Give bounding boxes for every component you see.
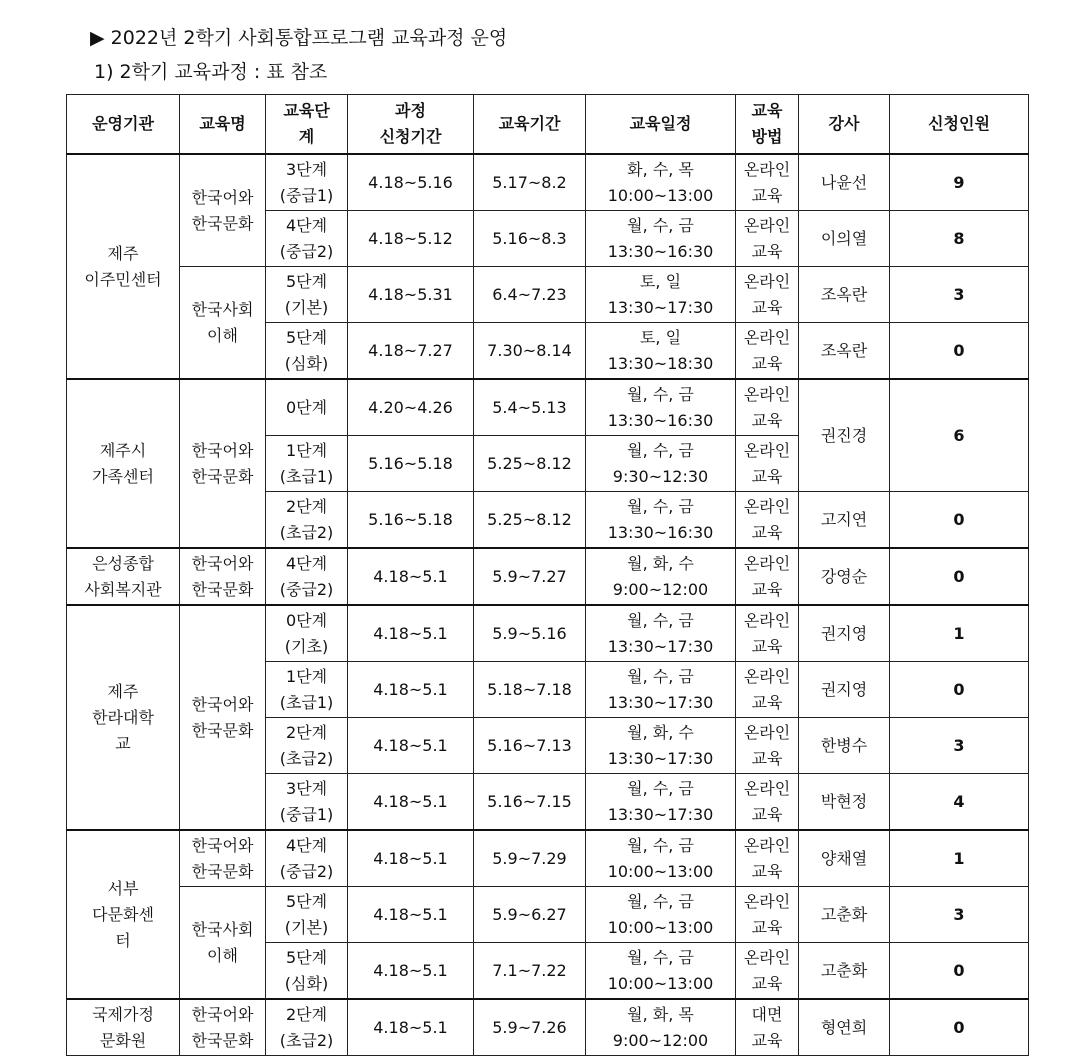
apply-cell: 4.18~5.1 bbox=[348, 718, 474, 774]
method-cell bbox=[736, 830, 799, 887]
course-table bbox=[66, 94, 1029, 1056]
table-row bbox=[67, 830, 1029, 887]
section-subheading: 1) 2학기 교육과정 : 표 참조 bbox=[94, 61, 328, 83]
method-line: 교육 bbox=[751, 466, 783, 486]
method-line: 온라인 bbox=[743, 327, 791, 347]
count-cell: 9 bbox=[890, 154, 1029, 211]
schedule-line: 10:00~13:00 bbox=[607, 861, 714, 881]
level-line: 4단계 bbox=[285, 835, 328, 855]
method-line: 교육 bbox=[751, 973, 783, 993]
teacher-cell: 이의열 bbox=[799, 211, 890, 267]
apply-cell: 4.18~5.16 bbox=[348, 154, 474, 211]
header-method-line2: 방법 bbox=[751, 127, 783, 146]
method-line: 교육 bbox=[751, 861, 783, 881]
method-line: 대면 bbox=[751, 1004, 783, 1024]
schedule-line: 13:30~16:30 bbox=[607, 522, 714, 542]
table-row bbox=[67, 379, 1029, 436]
schedule-line: 월, 수, 금 bbox=[627, 778, 694, 798]
schedule-line: 월, 화, 수 bbox=[627, 553, 694, 573]
method-line: 온라인 bbox=[743, 835, 791, 855]
period-cell: 5.16~7.13 bbox=[474, 718, 586, 774]
schedule-line: 월, 수, 금 bbox=[627, 947, 694, 967]
level-cell bbox=[266, 943, 348, 1000]
method-cell bbox=[736, 999, 799, 1056]
org-cell bbox=[67, 154, 180, 379]
schedule-line: 월, 수, 금 bbox=[627, 496, 694, 516]
level-cell bbox=[266, 718, 348, 774]
course-line: 한국문화 bbox=[191, 1030, 254, 1050]
period-cell: 5.9~7.26 bbox=[474, 999, 586, 1056]
schedule-line: 월, 수, 금 bbox=[627, 610, 694, 630]
method-line: 온라인 bbox=[743, 384, 791, 404]
teacher-cell: 한병수 bbox=[799, 718, 890, 774]
period-cell: 5.25~8.12 bbox=[474, 492, 586, 549]
org-line: 터 bbox=[115, 930, 131, 950]
method-line: 교육 bbox=[751, 804, 783, 824]
teacher-cell: 권진경 bbox=[799, 379, 890, 492]
level-line: (기초) bbox=[284, 636, 329, 656]
method-line: 교육 bbox=[751, 185, 783, 205]
course-line: 한국문화 bbox=[191, 861, 254, 881]
level-line: (중급1) bbox=[279, 804, 334, 824]
count-cell: 6 bbox=[890, 379, 1029, 492]
apply-cell: 4.18~5.1 bbox=[348, 999, 474, 1056]
method-line: 온라인 bbox=[743, 778, 791, 798]
schedule-cell bbox=[586, 605, 736, 662]
level-line: (심화) bbox=[284, 353, 329, 373]
count-cell: 3 bbox=[890, 887, 1029, 943]
period-cell: 5.18~7.18 bbox=[474, 662, 586, 718]
level-cell bbox=[266, 323, 348, 380]
method-cell bbox=[736, 154, 799, 211]
method-line: 교육 bbox=[751, 1030, 783, 1050]
section-heading: ▶ 2022년 2학기 사회통합프로그램 교육과정 운영 bbox=[90, 27, 508, 49]
schedule-line: 월, 수, 금 bbox=[627, 440, 694, 460]
teacher-cell: 고지연 bbox=[799, 492, 890, 549]
level-cell: 0단계 bbox=[266, 379, 348, 436]
level-line: 0단계 bbox=[285, 610, 328, 630]
method-cell bbox=[736, 718, 799, 774]
period-cell: 7.30~8.14 bbox=[474, 323, 586, 380]
method-line: 교육 bbox=[751, 522, 783, 542]
teacher-cell: 양채열 bbox=[799, 830, 890, 887]
method-cell bbox=[736, 548, 799, 605]
period-cell: 5.9~7.29 bbox=[474, 830, 586, 887]
teacher-cell: 조옥란 bbox=[799, 323, 890, 380]
table-row bbox=[67, 999, 1029, 1056]
schedule-cell bbox=[586, 267, 736, 323]
count-cell: 3 bbox=[890, 267, 1029, 323]
course-line: 이해 bbox=[207, 325, 238, 345]
level-line: (기본) bbox=[284, 917, 329, 937]
course-cell bbox=[180, 830, 266, 887]
header-method-line1: 교육 bbox=[751, 101, 783, 120]
schedule-cell bbox=[586, 718, 736, 774]
header-apply bbox=[348, 95, 474, 155]
count-cell: 0 bbox=[890, 323, 1029, 380]
period-cell: 5.25~8.12 bbox=[474, 436, 586, 492]
org-line: 다문화센 bbox=[92, 904, 154, 924]
schedule-cell bbox=[586, 830, 736, 887]
method-cell bbox=[736, 492, 799, 549]
level-line: (초급2) bbox=[279, 1030, 334, 1050]
apply-cell: 4.18~5.1 bbox=[348, 662, 474, 718]
teacher-cell: 고춘화 bbox=[799, 887, 890, 943]
schedule-line: 13:30~16:30 bbox=[607, 241, 714, 261]
schedule-line: 월, 수, 금 bbox=[627, 835, 694, 855]
apply-cell: 4.20~4.26 bbox=[348, 379, 474, 436]
level-line: (중급2) bbox=[279, 861, 334, 881]
schedule-cell bbox=[586, 211, 736, 267]
method-line: 온라인 bbox=[743, 947, 791, 967]
org-cell bbox=[67, 548, 180, 605]
method-line: 교육 bbox=[751, 748, 783, 768]
method-line: 교육 bbox=[751, 636, 783, 656]
course-line: 한국문화 bbox=[191, 466, 254, 486]
teacher-cell: 나윤선 bbox=[799, 154, 890, 211]
course-cell bbox=[180, 379, 266, 548]
table-header-row bbox=[67, 95, 1029, 155]
method-line: 교육 bbox=[751, 410, 783, 430]
method-line: 온라인 bbox=[743, 215, 791, 235]
schedule-line: 월, 수, 금 bbox=[627, 384, 694, 404]
level-cell bbox=[266, 436, 348, 492]
schedule-line: 10:00~13:00 bbox=[607, 917, 714, 937]
count-cell: 0 bbox=[890, 999, 1029, 1056]
course-cell bbox=[180, 887, 266, 1000]
method-cell bbox=[736, 774, 799, 831]
level-line: (초급1) bbox=[279, 466, 334, 486]
method-line: 온라인 bbox=[743, 159, 791, 179]
teacher-cell: 권지영 bbox=[799, 605, 890, 662]
schedule-line: 토, 일 bbox=[639, 327, 682, 347]
org-line: 제주 bbox=[107, 681, 139, 701]
apply-cell: 4.18~5.1 bbox=[348, 548, 474, 605]
org-line: 국제가정 bbox=[92, 1004, 154, 1024]
level-line: (초급2) bbox=[279, 522, 334, 542]
course-line: 한국문화 bbox=[191, 579, 254, 599]
level-line: 4단계 bbox=[285, 553, 328, 573]
period-cell: 5.17~8.2 bbox=[474, 154, 586, 211]
schedule-line: 9:30~12:30 bbox=[612, 466, 709, 486]
teacher-cell: 박현정 bbox=[799, 774, 890, 831]
org-cell bbox=[67, 379, 180, 548]
schedule-line: 9:00~12:00 bbox=[612, 579, 709, 599]
header-apply-line1: 과정 bbox=[395, 101, 426, 120]
count-cell: 0 bbox=[890, 548, 1029, 605]
period-cell: 5.16~7.15 bbox=[474, 774, 586, 831]
schedule-line: 13:30~17:30 bbox=[607, 297, 714, 317]
level-line: 5단계 bbox=[285, 947, 328, 967]
schedule-line: 13:30~17:30 bbox=[607, 748, 714, 768]
course-line: 한국문화 bbox=[191, 213, 254, 233]
level-cell bbox=[266, 211, 348, 267]
teacher-cell: 고춘화 bbox=[799, 943, 890, 1000]
method-line: 교육 bbox=[751, 241, 783, 261]
period-cell: 5.9~5.16 bbox=[474, 605, 586, 662]
level-line: 5단계 bbox=[285, 271, 328, 291]
schedule-line: 13:30~17:30 bbox=[607, 636, 714, 656]
teacher-cell: 권지영 bbox=[799, 662, 890, 718]
course-cell bbox=[180, 605, 266, 830]
org-line: 서부 bbox=[107, 878, 139, 898]
org-cell bbox=[67, 830, 180, 999]
schedule-cell bbox=[586, 887, 736, 943]
org-line: 가족센터 bbox=[92, 466, 154, 486]
schedule-cell bbox=[586, 323, 736, 380]
level-line: (중급2) bbox=[279, 579, 334, 599]
level-cell bbox=[266, 492, 348, 549]
apply-cell: 4.18~5.31 bbox=[348, 267, 474, 323]
header-period: 교육기간 bbox=[474, 95, 586, 155]
org-line: 교 bbox=[115, 733, 131, 753]
method-line: 온라인 bbox=[743, 722, 791, 742]
period-cell: 5.9~6.27 bbox=[474, 887, 586, 943]
table-row bbox=[67, 605, 1029, 662]
level-cell bbox=[266, 267, 348, 323]
schedule-line: 9:00~12:00 bbox=[612, 1030, 709, 1050]
org-line: 문화원 bbox=[99, 1030, 147, 1050]
level-line: (초급2) bbox=[279, 748, 334, 768]
course-line: 한국어와 bbox=[191, 694, 254, 714]
schedule-cell bbox=[586, 492, 736, 549]
header-level bbox=[266, 95, 348, 155]
schedule-cell bbox=[586, 548, 736, 605]
apply-cell: 4.18~5.12 bbox=[348, 211, 474, 267]
apply-cell: 4.18~5.1 bbox=[348, 774, 474, 831]
header-org: 운영기관 bbox=[67, 95, 180, 155]
method-line: 온라인 bbox=[743, 891, 791, 911]
course-line: 한국사회 bbox=[191, 919, 254, 939]
apply-cell: 4.18~5.1 bbox=[348, 887, 474, 943]
level-line: (초급1) bbox=[279, 692, 334, 712]
course-cell bbox=[180, 999, 266, 1056]
method-line: 온라인 bbox=[743, 496, 791, 516]
header-course: 교육명 bbox=[180, 95, 266, 155]
course-cell bbox=[180, 154, 266, 267]
header-method bbox=[736, 95, 799, 155]
count-cell: 4 bbox=[890, 774, 1029, 831]
level-line: 1단계 bbox=[285, 440, 328, 460]
level-line: 2단계 bbox=[285, 496, 328, 516]
level-line: 5단계 bbox=[285, 327, 328, 347]
level-line: 3단계 bbox=[285, 159, 328, 179]
schedule-line: 토, 일 bbox=[639, 271, 682, 291]
period-cell: 7.1~7.22 bbox=[474, 943, 586, 1000]
apply-cell: 5.16~5.18 bbox=[348, 492, 474, 549]
org-line: 사회복지관 bbox=[84, 579, 162, 599]
method-line: 온라인 bbox=[743, 553, 791, 573]
schedule-line: 13:30~18:30 bbox=[607, 353, 714, 373]
table-row bbox=[67, 548, 1029, 605]
course-line: 한국어와 bbox=[191, 553, 254, 573]
schedule-line: 13:30~16:30 bbox=[607, 410, 714, 430]
method-cell bbox=[736, 379, 799, 436]
teacher-cell: 강영순 bbox=[799, 548, 890, 605]
period-cell: 5.4~5.13 bbox=[474, 379, 586, 436]
level-line: (중급2) bbox=[279, 241, 334, 261]
schedule-line: 13:30~17:30 bbox=[607, 804, 714, 824]
count-cell: 0 bbox=[890, 662, 1029, 718]
header-schedule: 교육일정 bbox=[586, 95, 736, 155]
apply-cell: 4.18~5.1 bbox=[348, 943, 474, 1000]
header-teacher: 강사 bbox=[799, 95, 890, 155]
method-cell bbox=[736, 436, 799, 492]
table-row bbox=[67, 267, 1029, 323]
apply-cell: 4.18~5.1 bbox=[348, 830, 474, 887]
period-cell: 5.16~8.3 bbox=[474, 211, 586, 267]
apply-cell: 4.18~7.27 bbox=[348, 323, 474, 380]
schedule-line: 월, 화, 목 bbox=[627, 1004, 694, 1024]
level-line: 5단계 bbox=[285, 891, 328, 911]
method-cell bbox=[736, 267, 799, 323]
header-level-line1: 교육단 bbox=[283, 101, 330, 120]
method-line: 교육 bbox=[751, 579, 783, 599]
method-line: 온라인 bbox=[743, 610, 791, 630]
org-line: 제주시 bbox=[99, 440, 147, 460]
schedule-line: 월, 화, 수 bbox=[627, 722, 694, 742]
count-cell: 1 bbox=[890, 830, 1029, 887]
level-cell bbox=[266, 999, 348, 1056]
course-line: 한국문화 bbox=[191, 720, 254, 740]
method-cell bbox=[736, 662, 799, 718]
course-line: 한국사회 bbox=[191, 299, 254, 319]
teacher-cell: 조옥란 bbox=[799, 267, 890, 323]
method-cell bbox=[736, 887, 799, 943]
method-line: 온라인 bbox=[743, 440, 791, 460]
level-cell bbox=[266, 154, 348, 211]
apply-cell: 4.18~5.1 bbox=[348, 605, 474, 662]
count-cell: 8 bbox=[890, 211, 1029, 267]
schedule-line: 13:30~17:30 bbox=[607, 692, 714, 712]
period-cell: 6.4~7.23 bbox=[474, 267, 586, 323]
schedule-line: 월, 수, 금 bbox=[627, 891, 694, 911]
schedule-line: 화, 수, 목 bbox=[627, 159, 694, 179]
header-apply-line2: 신청기간 bbox=[379, 127, 442, 146]
level-line: (심화) bbox=[284, 973, 329, 993]
course-cell bbox=[180, 267, 266, 380]
course-line: 한국어와 bbox=[191, 440, 254, 460]
schedule-cell bbox=[586, 999, 736, 1056]
method-line: 교육 bbox=[751, 297, 783, 317]
method-line: 온라인 bbox=[743, 271, 791, 291]
schedule-cell bbox=[586, 943, 736, 1000]
method-line: 교육 bbox=[751, 917, 783, 937]
count-cell: 1 bbox=[890, 605, 1029, 662]
schedule-line: 10:00~13:00 bbox=[607, 973, 714, 993]
level-line: 4단계 bbox=[285, 215, 328, 235]
level-cell bbox=[266, 887, 348, 943]
level-cell bbox=[266, 774, 348, 831]
count-cell: 3 bbox=[890, 718, 1029, 774]
header-count: 신청인원 bbox=[890, 95, 1029, 155]
course-line: 한국어와 bbox=[191, 835, 254, 855]
table-row bbox=[67, 154, 1029, 211]
schedule-cell bbox=[586, 379, 736, 436]
level-cell bbox=[266, 548, 348, 605]
schedule-cell bbox=[586, 774, 736, 831]
level-cell bbox=[266, 662, 348, 718]
method-cell bbox=[736, 211, 799, 267]
schedule-cell bbox=[586, 436, 736, 492]
course-cell bbox=[180, 548, 266, 605]
level-cell bbox=[266, 830, 348, 887]
level-line: 3단계 bbox=[285, 778, 328, 798]
org-line: 제주 bbox=[107, 243, 139, 263]
count-cell: 0 bbox=[890, 943, 1029, 1000]
teacher-cell: 형연희 bbox=[799, 999, 890, 1056]
method-line: 교육 bbox=[751, 353, 783, 373]
method-cell bbox=[736, 605, 799, 662]
method-cell bbox=[736, 943, 799, 1000]
method-line: 교육 bbox=[751, 692, 783, 712]
method-cell bbox=[736, 323, 799, 380]
level-line: 2단계 bbox=[285, 1004, 328, 1024]
course-line: 한국어와 bbox=[191, 1004, 254, 1024]
schedule-cell bbox=[586, 662, 736, 718]
org-line: 은성종합 bbox=[92, 553, 154, 573]
org-line: 한라대학 bbox=[92, 707, 154, 727]
period-cell: 5.9~7.27 bbox=[474, 548, 586, 605]
org-line: 이주민센터 bbox=[84, 269, 162, 289]
table-row bbox=[67, 887, 1029, 943]
schedule-cell bbox=[586, 154, 736, 211]
apply-cell: 5.16~5.18 bbox=[348, 436, 474, 492]
org-cell bbox=[67, 605, 180, 830]
schedule-line: 월, 수, 금 bbox=[627, 666, 694, 686]
level-line: (중급1) bbox=[279, 185, 334, 205]
level-cell bbox=[266, 605, 348, 662]
level-line: 1단계 bbox=[285, 666, 328, 686]
org-cell bbox=[67, 999, 180, 1056]
schedule-line: 10:00~13:00 bbox=[607, 185, 714, 205]
course-line: 한국어와 bbox=[191, 187, 254, 207]
header-level-line2: 계 bbox=[298, 127, 315, 146]
schedule-line: 월, 수, 금 bbox=[627, 215, 694, 235]
method-line: 온라인 bbox=[743, 666, 791, 686]
level-line: 2단계 bbox=[285, 722, 328, 742]
level-line: (기본) bbox=[284, 297, 329, 317]
count-cell: 0 bbox=[890, 492, 1029, 549]
course-line: 이해 bbox=[207, 945, 238, 965]
